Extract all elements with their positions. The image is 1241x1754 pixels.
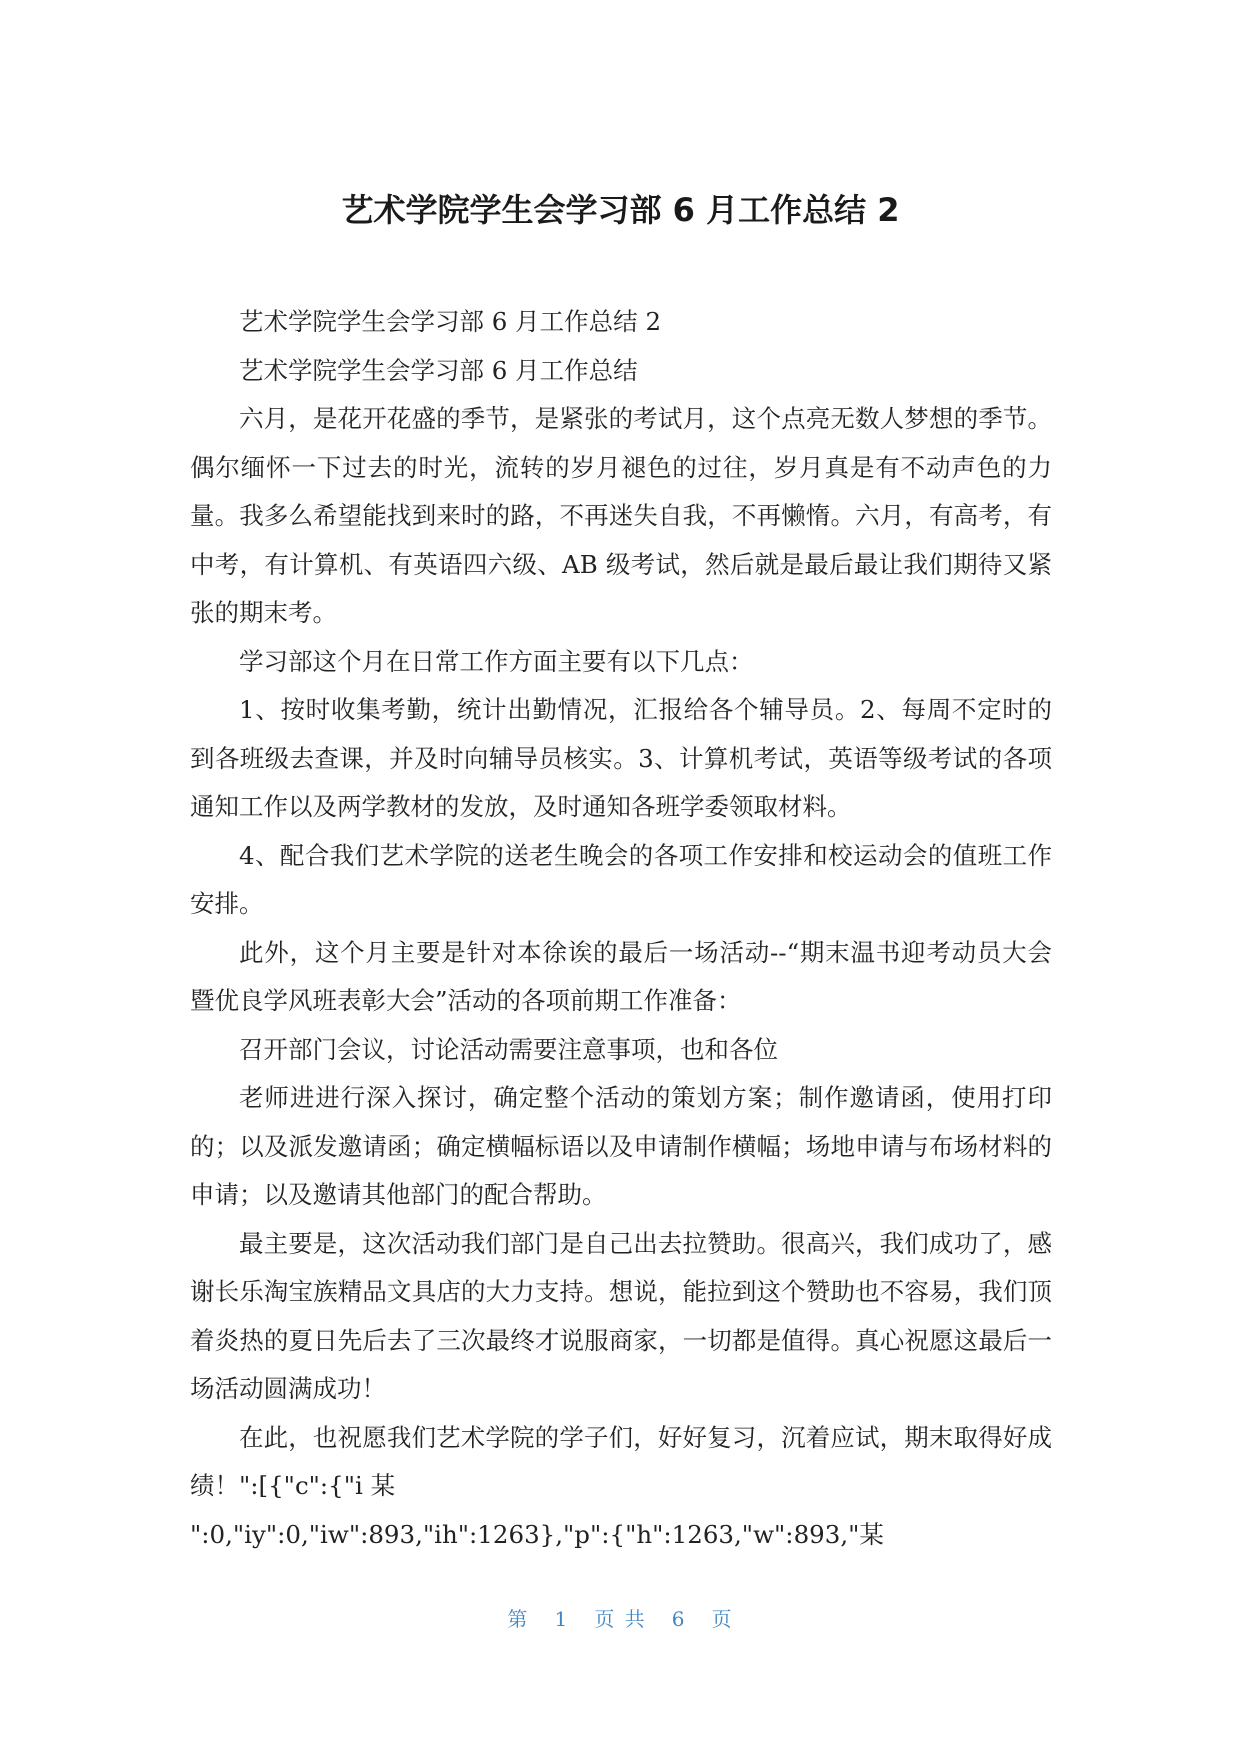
page-footer <box>0 1604 1241 1634</box>
document-body <box>190 298 1052 1559</box>
paragraph-daily-work-intro: 学习部这个月在日常工作方面主要有以下几点： <box>239 646 754 676</box>
paragraph-heading-2: 艺术学院学生会学习部 6 月工作总结 <box>239 355 638 385</box>
paragraph-wishes: 在此，也祝愿我们艺术学院的学子们，好好复习，沉着应试，期末取得好成绩！":[{"c":{"i 某 <box>190 1422 1052 1500</box>
footer-label-page: 第 <box>507 1607 530 1631</box>
paragraph-heading-1: 艺术学院学生会学习部 6 月工作总结 2 <box>239 307 662 336</box>
paragraph-meeting: 召开部门会议，讨论活动需要注意事项，也和各位 <box>239 1034 778 1064</box>
document-title: 艺术学院学生会学习部 6 月工作总结 2 <box>341 191 900 229</box>
paragraph-stray-data: ":0,"iy":0,"iw":893,"ih":1263},"p":{"h":1263,"w":893,"某 <box>190 1519 884 1549</box>
footer-label-pages: 页 <box>711 1607 734 1631</box>
footer-current-page: 1 <box>554 1607 570 1631</box>
footer-label-of: 页 共 <box>594 1607 647 1631</box>
paragraph-daily-work-items: 1、按时收集考勤，统计出勤情况，汇报给各个辅导员。2、每周不定时的到各班级去查课，并及时向辅导员核实。3、计算机考试，英语等级考试的各项通知工作以及两学教材的发放，及时通知各班学委领取材料。 <box>190 695 1052 821</box>
paragraph-item-4: 4、配合我们艺术学院的送老生晚会的各项工作安排和校运动会的值班工作安排。 <box>190 840 1052 918</box>
paragraph-planning: 老师进进行深入探讨，确定整个活动的策划方案；制作邀请函，使用打印的；以及派发邀请函；确定横幅标语以及申请制作横幅；场地申请与布场材料的申请；以及邀请其他部门的配合帮助。 <box>190 1083 1052 1209</box>
footer-total-pages: 6 <box>671 1607 687 1631</box>
paragraph-sponsorship: 最主要是，这次活动我们部门是自己出去拉赞助。很高兴，我们成功了，感谢长乐淘宝族精品文具店的大力支持。想说，能拉到这个赞助也不容易，我们顶着炎热的夏日先后去了三次最终才说服商家，一切都是值得。真心祝愿这最后一场活动圆满成功！ <box>190 1228 1052 1403</box>
paragraph-june-intro: 六月，是花开花盛的季节，是紧张的考试月，这个点亮无数人梦想的季节。偶尔缅怀一下过去的时光，流转的岁月褪色的过往，岁月真是有不动声色的力量。我多么希望能找到来时的路，不再迷失自我，不再懒惰。六月，有高考，有中考，有计算机、有英语四六级、AB 级考试，然后就是最后最让我们期待又紧张的期末考。 <box>190 404 1052 627</box>
paragraph-event-prep: 此外，这个月主要是针对本徐诶的最后一场活动--“期末温书迎考动员大会暨优良学风班表彰大会”活动的各项前期工作准备： <box>190 937 1052 1015</box>
